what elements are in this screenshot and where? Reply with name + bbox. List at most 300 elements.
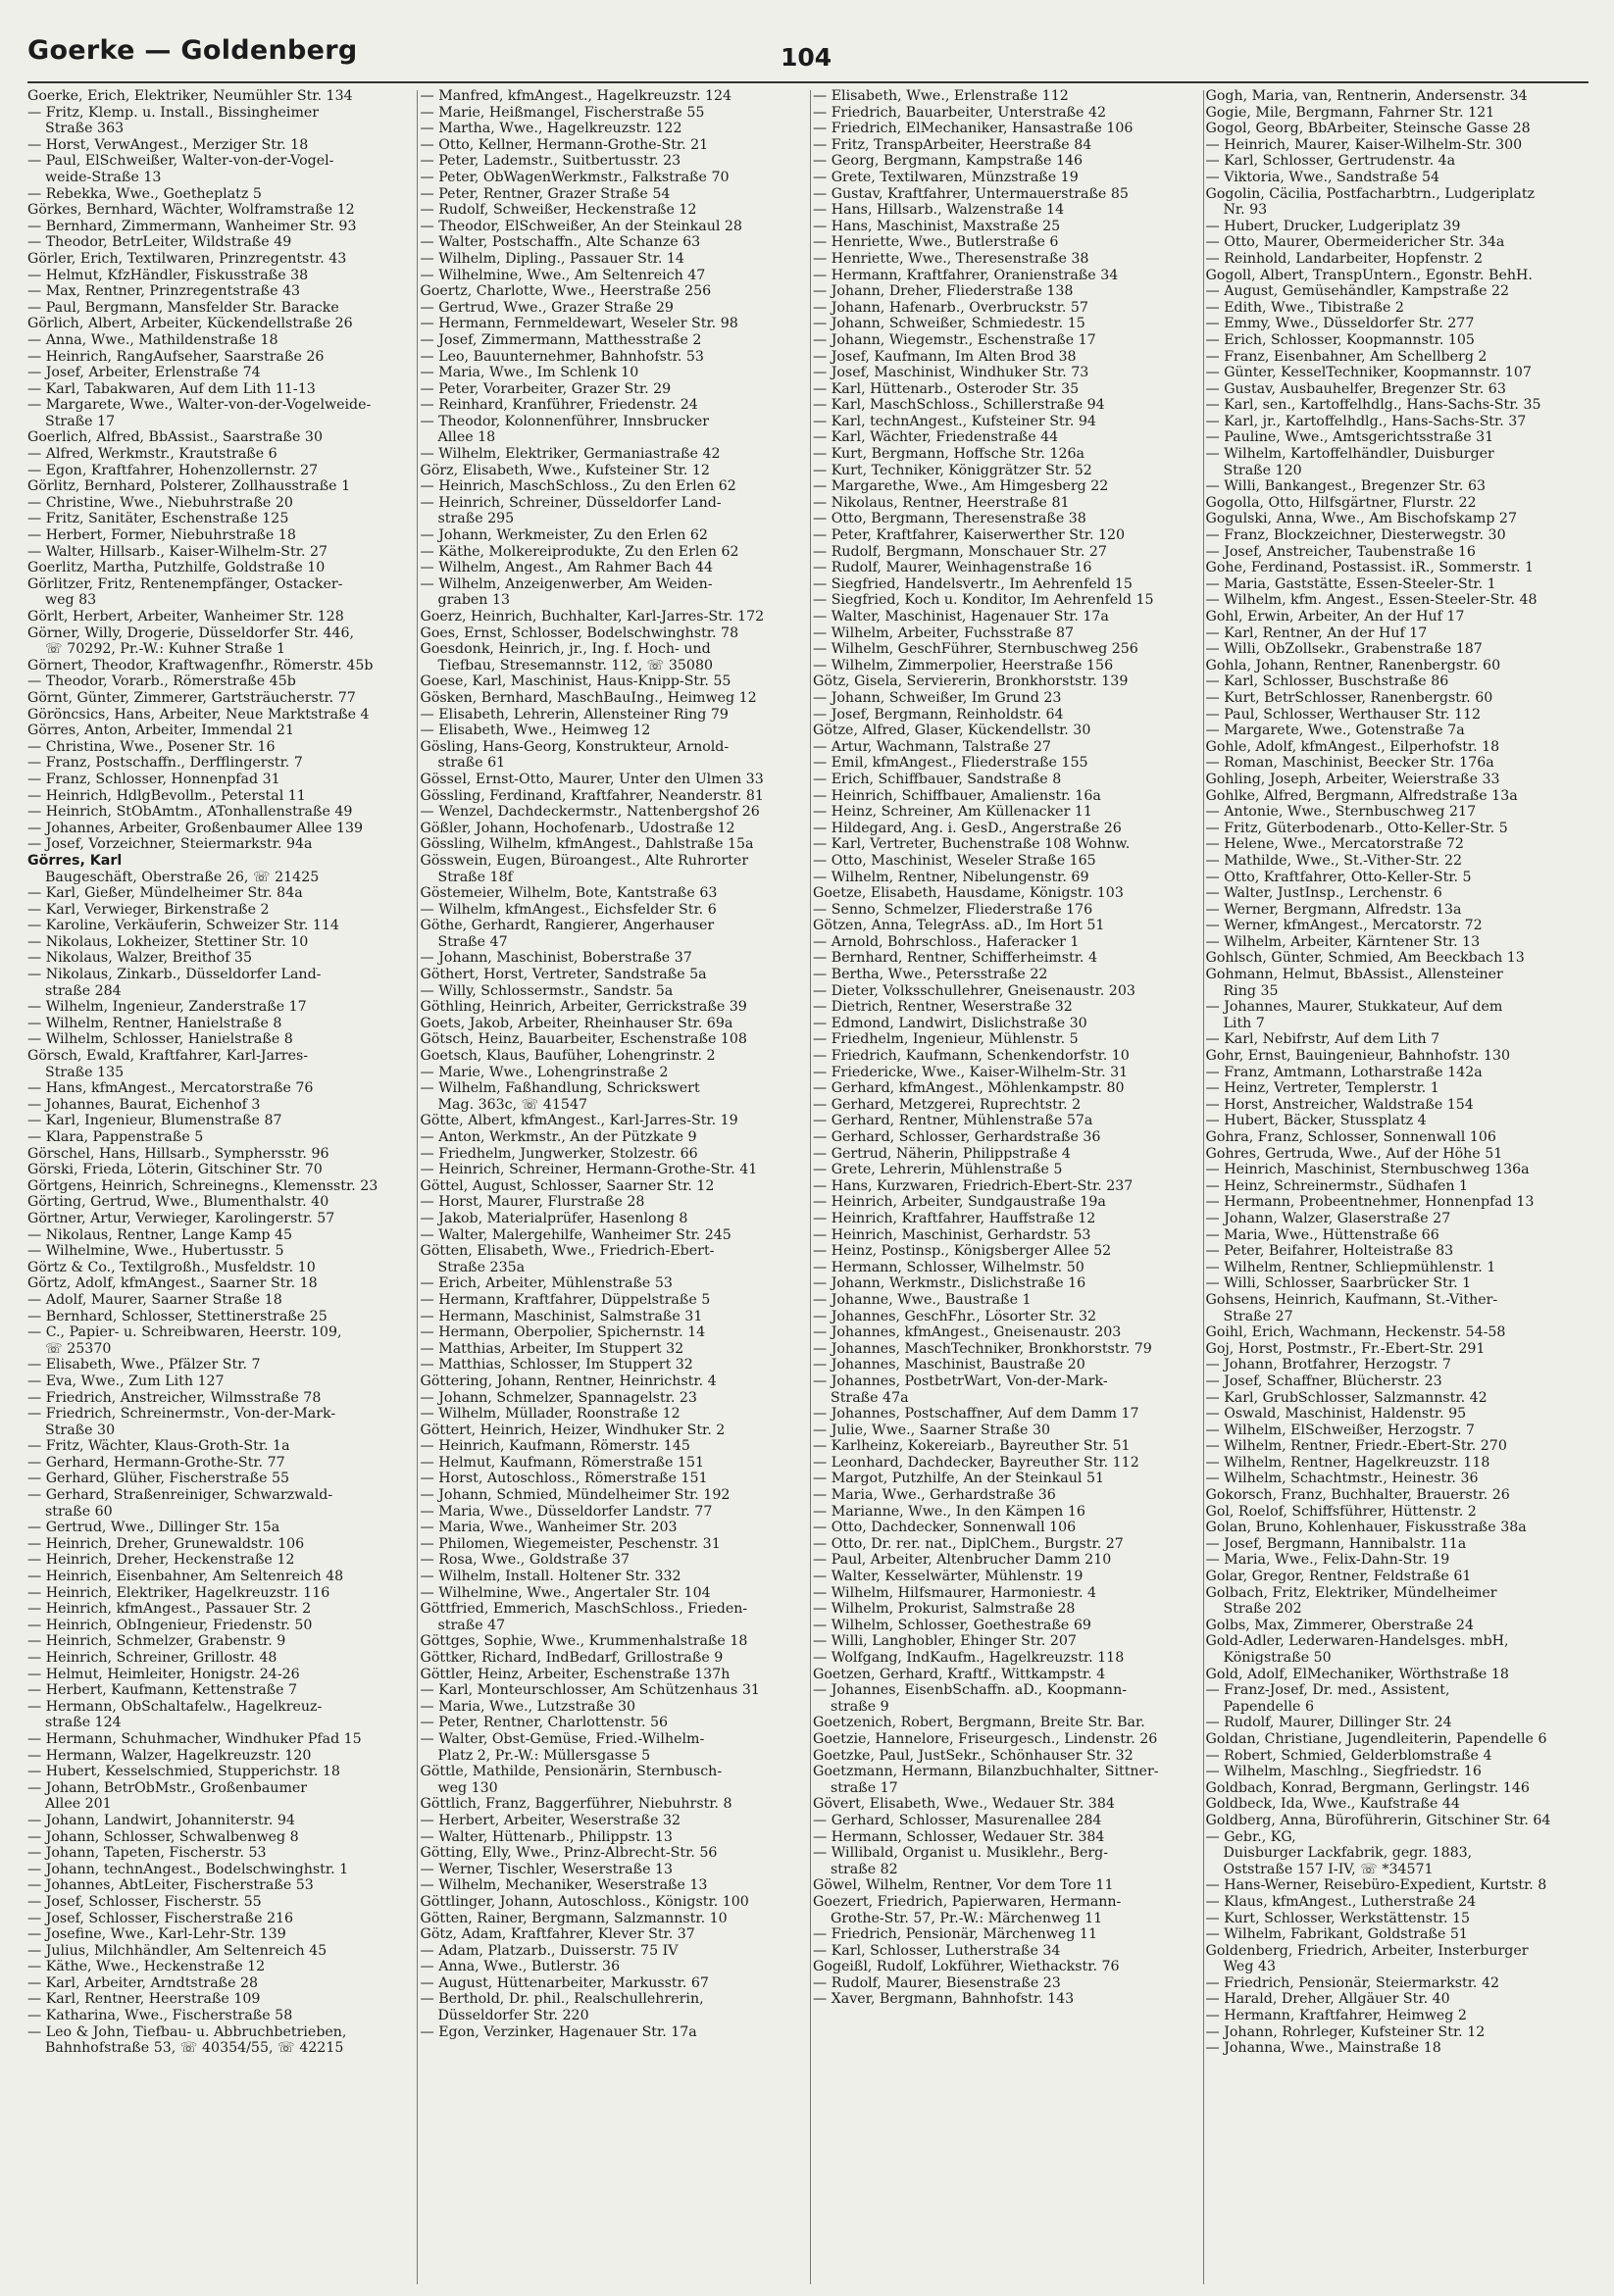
directory-entry-line: — Erich, Schiffbauer, Sandstraße 8 bbox=[813, 771, 1062, 787]
directory-entry-line: — Josef, Schaffner, Blücherstr. 23 bbox=[1205, 1373, 1442, 1389]
directory-entry-line: — Klara, Pappenstraße 5 bbox=[27, 1129, 204, 1145]
directory-entry-line: Göttlich, Franz, Baggerführer, Niebuhrstr. 8 bbox=[420, 1796, 732, 1813]
directory-entry-line: — Hermann, Schlosser, Wilhelmstr. 50 bbox=[813, 1259, 1084, 1275]
directory-entry-line: — Peter, Vorarbeiter, Grazer Str. 29 bbox=[420, 380, 672, 397]
directory-entry-line: straße 60 bbox=[45, 1503, 113, 1520]
directory-entry-line: — Roman, Maschinist, Beecker Str. 176a bbox=[1205, 755, 1494, 772]
directory-entry-line: — Johannes, MaschTechniker, Bronkhorststr. 79 bbox=[813, 1340, 1152, 1357]
directory-entry-line: Goerz, Heinrich, Buchhalter, Karl-Jarres-Str. 172 bbox=[420, 609, 765, 624]
directory-entry-line: — Marie, Heißmangel, Fischerstraße 55 bbox=[420, 104, 705, 121]
directory-entry-line: — Siegfried, Koch u. Konditor, Im Aehrenfeld 15 bbox=[813, 592, 1154, 609]
directory-entry-line: Goese, Karl, Maschinist, Haus-Knipp-Str. 55 bbox=[420, 674, 731, 690]
directory-entry-line: — Peter, ObWagenWerkmstr., Falkstraße 70 bbox=[420, 169, 730, 185]
directory-entry-line: — Wilhelm, Mechaniker, Weserstraße 13 bbox=[420, 1877, 708, 1894]
directory-entry-line: — Otto, Kraftfahrer, Otto-Keller-Str. 5 bbox=[1205, 869, 1472, 885]
directory-entry-line: Görtgens, Heinrich, Schreinegns., Klemensstr. 23 bbox=[27, 1177, 378, 1194]
directory-entry-line: Gößler, Johann, Hochofenarb., Udostraße 12 bbox=[420, 820, 735, 836]
column-divider bbox=[417, 90, 418, 2284]
directory-entry-line: — Johanne, Wwe., Baustraße 1 bbox=[813, 1291, 1032, 1308]
directory-entry-line: — Leonhard, Dachdecker, Bayreuther Str. 112 bbox=[813, 1454, 1139, 1471]
directory-entry-line: — Gerhard, Rentner, Mühlenstraße 57a bbox=[813, 1113, 1093, 1129]
directory-entry-line: — Karl, Monteurschlosser, Am Schützenhaus 31 bbox=[420, 1682, 760, 1699]
directory-entry-line: — Hans, Maschinist, Maxstraße 25 bbox=[813, 218, 1061, 234]
directory-entry-line: — Margarete, Wwe., Walter-von-der-Vogelweide- bbox=[27, 397, 372, 414]
directory-entry-line: Görlitzer, Fritz, Rentenempfänger, Ostacker- bbox=[27, 575, 343, 592]
directory-entry-line: — Hubert, Bäcker, Stussplatz 4 bbox=[1205, 1113, 1427, 1129]
directory-entry-line: Göttler, Heinz, Arbeiter, Eschenstraße 137h bbox=[420, 1666, 731, 1682]
directory-entry-line: Götsch, Heinz, Bauarbeiter, Eschenstraße 108 bbox=[420, 1031, 747, 1048]
directory-entry-line: Grothe-Str. 57, Pr.-W.: Märchenweg 11 bbox=[831, 1910, 1103, 1926]
directory-entry-line: — Maria, Gaststätte, Essen-Steeler-Str. 1 bbox=[1205, 575, 1496, 592]
directory-entry-line: Götze, Alfred, Glaser, Kückendellstr. 30 bbox=[813, 723, 1091, 739]
directory-entry-line: — Theodor, Kolonnenführer, Innsbrucker bbox=[420, 413, 710, 429]
directory-entry-line: — Maria, Wwe., Gerhardstraße 36 bbox=[813, 1487, 1056, 1504]
directory-entry-line: — Kurt, BetrSchlosser, Ranenbergstr. 60 bbox=[1205, 689, 1493, 706]
directory-entry-line: Goetzke, Paul, JustSekr., Schönhauser Str. 32 bbox=[813, 1747, 1134, 1764]
column-2 bbox=[421, 88, 804, 2284]
directory-entry-line: — Harald, Dreher, Allgäuer Str. 40 bbox=[1205, 1991, 1450, 2008]
directory-entry-line: — Margot, Putzhilfe, An der Steinkaul 51 bbox=[813, 1471, 1104, 1487]
directory-entry-line: — Arnold, Bohrschloss., Haferacker 1 bbox=[813, 933, 1080, 950]
directory-entry-line: — Johannes, Arbeiter, Großenbaumer Allee 139 bbox=[27, 820, 364, 836]
directory-entry-line: — Peter, Kraftfahrer, Kaiserwerther Str. 120 bbox=[813, 527, 1126, 544]
directory-entry-line: — Heinrich, HdlgBevollm., Peterstal 11 bbox=[27, 787, 306, 804]
directory-entry-line: — Peter, Rentner, Charlottenstr. 56 bbox=[420, 1715, 669, 1731]
directory-entry-line: Goj, Horst, Postmstr., Fr.-Ebert-Str. 291 bbox=[1205, 1340, 1486, 1357]
directory-entry-line: — Josefine, Wwe., Karl-Lehr-Str. 139 bbox=[27, 1926, 286, 1943]
directory-entry-line: — Paul, Arbeiter, Altenbrucher Damm 210 bbox=[813, 1552, 1112, 1569]
directory-entry-line: straße 9 bbox=[831, 1698, 889, 1715]
directory-entry-line: — Wilhelm, Arbeiter, Fuchsstraße 87 bbox=[813, 624, 1075, 641]
directory-entry-line: — Johannes, Postschaffner, Auf dem Damm 17 bbox=[813, 1406, 1139, 1423]
directory-entry-line: — Josef, Schlosser, Fischerstraße 216 bbox=[27, 1910, 294, 1926]
directory-entry-line: — Wilhelmine, Wwe., Hubertusstr. 5 bbox=[27, 1243, 284, 1260]
directory-entry-line: Götte, Albert, kfmAngest., Karl-Jarres-Str. 19 bbox=[420, 1113, 738, 1129]
directory-entry-line: — Wilhelm, Zimmerpolier, Heerstraße 156 bbox=[813, 657, 1114, 674]
directory-entry-line: Goerlitz, Martha, Putzhilfe, Goldstraße 10 bbox=[27, 560, 326, 576]
directory-entry-line: — Heinrich, Maschinist, Gerhardstr. 53 bbox=[813, 1226, 1091, 1243]
directory-entry-line: Gössling, Ferdinand, Kraftfahrer, Neanderstr. 81 bbox=[420, 787, 764, 804]
directory-entry-line: — Leo & John, Tiefbau- u. Abbruchbetrieben, bbox=[27, 2023, 347, 2040]
directory-entry-line: Görschel, Hans, Hillsarb., Symphersstr. 96 bbox=[27, 1145, 329, 1162]
directory-entry-line: — Karl, sen., Kartoffelhdlg., Hans-Sachs-Str. 35 bbox=[1205, 397, 1541, 414]
directory-entry-line: — Rudolf, Schweißer, Heckenstraße 12 bbox=[420, 202, 697, 219]
directory-entry-line: — August, Gemüsehändler, Kampstraße 22 bbox=[1205, 283, 1510, 300]
directory-entry-line: — Willi, Langhobler, Ehinger Str. 207 bbox=[813, 1633, 1077, 1650]
directory-entry-line: — Wilhelm, Schachtmstr., Heinestr. 36 bbox=[1205, 1471, 1479, 1487]
directory-entry-line: Nr. 93 bbox=[1223, 202, 1268, 219]
directory-entry-line: Gold, Adolf, ElMechaniker, Wörthstraße 18 bbox=[1205, 1666, 1509, 1682]
directory-entry-line: — Heinrich, Eisenbahner, Am Seltenreich 48 bbox=[27, 1569, 344, 1585]
directory-entry-line: — Hans, Kurzwaren, Friedrich-Ebert-Str. 237 bbox=[813, 1177, 1134, 1194]
directory-entry-line: — Hermann, Kraftfahrer, Heimweg 2 bbox=[1205, 2008, 1467, 2024]
directory-entry-line: — Hubert, Drucker, Ludgeriplatz 39 bbox=[1205, 218, 1461, 234]
directory-entry-line: Goesdonk, Heinrich, jr., Ing. f. Hoch- und bbox=[420, 641, 711, 658]
directory-entry-line: — Adolf, Maurer, Saarner Straße 18 bbox=[27, 1291, 282, 1308]
directory-entry-line: — Wilhelm, GeschFührer, Sternbuschweg 256 bbox=[813, 641, 1138, 658]
directory-entry-line: straße 284 bbox=[45, 982, 122, 999]
directory-entry-line: — Heinrich, Schreiner, Grillostr. 48 bbox=[27, 1650, 277, 1666]
directory-entry-line: — Karl, Vertreter, Buchenstraße 108 Wohnw. bbox=[813, 836, 1131, 853]
directory-entry-line: — Wilhelm, Maschlng., Siegfriedstr. 16 bbox=[1205, 1764, 1482, 1780]
page-header bbox=[27, 35, 1589, 75]
directory-entry-line: — Otto, Maurer, Obermeidericher Str. 34a bbox=[1205, 234, 1505, 251]
directory-entry-line: — Hermann, Walzer, Hagelkreuzstr. 120 bbox=[27, 1747, 312, 1764]
directory-entry-line: — Karl, Schlosser, Lutherstraße 34 bbox=[813, 1942, 1061, 1959]
directory-entry-line: — Hermann, Fernmeldewart, Weseler Str. 98 bbox=[420, 316, 738, 332]
directory-entry-line: — Theodor, Vorarb., Römerstraße 45b bbox=[27, 674, 296, 690]
directory-entry-line: — Rudolf, Bergmann, Monschauer Str. 27 bbox=[813, 543, 1107, 560]
directory-entry-line: — Edmond, Landwirt, Dislichstraße 30 bbox=[813, 1015, 1087, 1031]
directory-entry-line: Papendelle 6 bbox=[1223, 1698, 1314, 1715]
directory-entry-line: — Johannes, EisenbSchaffn. aD., Koopmann- bbox=[813, 1682, 1128, 1699]
directory-entry-line: — Wilhelm, Rentner, Schliepmühlenstr. 1 bbox=[1205, 1259, 1496, 1275]
directory-entry-line: — Wilhelmine, Wwe., Angertaler Str. 104 bbox=[420, 1584, 711, 1601]
directory-entry-line: — Werner, Bergmann, Alfredstr. 13a bbox=[1205, 901, 1462, 918]
directory-entry-line: — Julius, Milchhändler, Am Seltenreich 45 bbox=[27, 1942, 328, 1959]
directory-entry-line: Bahnhofstraße 53, ☏ 40354/55, ☏ 42215 bbox=[45, 2040, 344, 2057]
directory-entry-line: — Johann, Schweißer, Im Grund 23 bbox=[813, 689, 1062, 706]
directory-entry-line: — Otto, Bergmann, Theresenstraße 38 bbox=[813, 511, 1086, 527]
directory-entry-line: Goezert, Friedrich, Papierwaren, Hermann- bbox=[813, 1893, 1122, 1910]
directory-entry-line: — Friedrich, Bauarbeiter, Unterstraße 42 bbox=[813, 104, 1107, 121]
directory-entry-line: — Hermann, Probeentnehmer, Honnenpfad 13 bbox=[1205, 1194, 1535, 1211]
directory-entry-line: Gössling, Wilhelm, kfmAngest., Dahlstraße 15a bbox=[420, 836, 754, 853]
directory-entry-line: — Johannes, Baurat, Eichenhof 3 bbox=[27, 1096, 261, 1113]
directory-entry-line: — Bertha, Wwe., Petersstraße 22 bbox=[813, 967, 1048, 983]
directory-entry-line: — Fritz, TranspArbeiter, Heerstraße 84 bbox=[813, 136, 1092, 153]
directory-entry-line: — Horst, Anstreicher, Waldstraße 154 bbox=[1205, 1096, 1474, 1113]
directory-entry-line: — Siegfried, Handelsvertr., Im Aehrenfeld 15 bbox=[813, 575, 1133, 592]
directory-entry-line: Königstraße 50 bbox=[1223, 1650, 1332, 1666]
directory-entry-line: Göttle, Mathilde, Pensionärin, Sternbusch- bbox=[420, 1764, 723, 1780]
directory-entry-line: — Gerhard, Schlosser, Masurenallee 284 bbox=[813, 1812, 1102, 1828]
directory-entry-line: — Wilhelm, Rentner, Hanielstraße 8 bbox=[27, 1015, 282, 1031]
directory-entry-line: — Johann, Brotfahrer, Herzogstr. 7 bbox=[1205, 1357, 1451, 1373]
directory-entry-line: — Johann, Wiegemstr., Eschenstraße 17 bbox=[813, 331, 1096, 348]
directory-entry-line: — Wenzel, Dachdeckermstr., Nattenbergshof 26 bbox=[420, 804, 760, 821]
directory-entry-line: — Gebr., KG, bbox=[1205, 1828, 1296, 1845]
directory-entry-line: — Elisabeth, Lehrerin, Allensteiner Ring 79 bbox=[420, 706, 729, 723]
directory-entry-line: — Karl, Ingenieur, Blumenstraße 87 bbox=[27, 1113, 282, 1129]
directory-entry-line: — Margarete, Wwe., Gotenstraße 7a bbox=[1205, 723, 1465, 739]
directory-entry-line: — Pauline, Wwe., Amtsgerichtsstraße 31 bbox=[1205, 429, 1494, 446]
directory-entry-line: — Johannes, Maschinist, Baustraße 20 bbox=[813, 1357, 1085, 1373]
directory-entry-line: — Nikolaus, Walzer, Breithof 35 bbox=[27, 950, 253, 967]
directory-entry-line: — Werner, kfmAngest., Mercatorstr. 72 bbox=[1205, 918, 1483, 934]
directory-entry-line: Gohling, Joseph, Arbeiter, Weierstraße 33 bbox=[1205, 771, 1500, 787]
column-divider bbox=[1203, 90, 1204, 2284]
directory-entry-line: Gohres, Gertruda, Wwe., Auf der Höhe 51 bbox=[1205, 1145, 1503, 1162]
directory-entry-line: Straße 27 bbox=[1223, 1308, 1293, 1324]
directory-entry-line: — Gerhard, Glüher, Fischerstraße 55 bbox=[27, 1471, 290, 1487]
directory-entry-line: — Wilhelm, kfmAngest., Eichsfelder Str. 6 bbox=[420, 901, 717, 918]
directory-entry-line: — Rudolf, Maurer, Biesenstraße 23 bbox=[813, 1974, 1061, 1991]
directory-entry-line: — Otto, Kellner, Hermann-Grothe-Str. 21 bbox=[420, 136, 709, 153]
directory-entry-line: — Herbert, Kaufmann, Kettenstraße 7 bbox=[27, 1682, 298, 1699]
directory-entry-line: — Josef, Kaufmann, Im Alten Brod 38 bbox=[813, 348, 1077, 365]
directory-entry-line: Görler, Erich, Textilwaren, Prinzregentstr. 43 bbox=[27, 250, 347, 267]
directory-entry-line: — Karl, GrubSchlosser, Salzmannstr. 42 bbox=[1205, 1389, 1488, 1406]
directory-entry-line: — Karl, technAngest., Kufsteiner Str. 94 bbox=[813, 413, 1096, 429]
directory-entry-line: Goetsch, Klaus, Baufüher, Lohengrinstr. 2 bbox=[420, 1048, 716, 1065]
directory-entry-line: Allee 18 bbox=[437, 429, 496, 446]
directory-entry-line: — Franz, Postschaffn., Derfflingerstr. 7 bbox=[27, 755, 303, 772]
directory-entry-line: — Gerhard, kfmAngest., Möhlenkampstr. 80 bbox=[813, 1080, 1125, 1097]
directory-entry-line: — Friedrich, Schreinermstr., Von-der-Mark- bbox=[27, 1406, 336, 1423]
directory-entry-line: Allee 201 bbox=[45, 1796, 112, 1813]
directory-entry-line: — Anna, Wwe., Mathildenstraße 18 bbox=[27, 331, 278, 348]
directory-entry-line: — Josef, Bergmann, Hannibalstr. 11a bbox=[1205, 1535, 1467, 1552]
directory-entry-line: — Johanna, Wwe., Mainstraße 18 bbox=[1205, 2040, 1441, 2057]
directory-entry-line: — Hermann, Maschinist, Salmstraße 31 bbox=[420, 1308, 703, 1324]
directory-entry-line: — Karl, Tabakwaren, Auf dem Lith 11-13 bbox=[27, 380, 316, 397]
directory-entry-line: Götzen, Anna, TelegrAss. aD., Im Hort 51 bbox=[813, 918, 1105, 934]
directory-entry-line: — Reinhard, Kranführer, Friedenstr. 24 bbox=[420, 397, 698, 414]
directory-entry-line: — Wilhelm, Fabrikant, Goldstraße 51 bbox=[1205, 1926, 1468, 1943]
directory-entry-line: — Otto, Dr. rer. nat., DiplChem., Burgstr. 27 bbox=[813, 1535, 1124, 1552]
directory-entry-line: — Henriette, Wwe., Theresenstraße 38 bbox=[813, 250, 1089, 267]
directory-entry-line: — Friedrich, Pensionär, Steiermarkstr. 42 bbox=[1205, 1974, 1499, 1991]
directory-entry-line: Goldbeck, Ida, Wwe., Kaufstraße 44 bbox=[1205, 1796, 1460, 1813]
directory-entry-line: weide-Straße 13 bbox=[45, 169, 162, 185]
directory-entry-line: — Gustav, Kraftfahrer, Untermauerstraße 85 bbox=[813, 185, 1129, 202]
directory-entry-line: — Matthias, Arbeiter, Im Stuppert 32 bbox=[420, 1340, 684, 1357]
directory-entry-line: — Viktoria, Wwe., Sandstraße 54 bbox=[1205, 169, 1440, 185]
directory-entry-line: straße 82 bbox=[831, 1861, 898, 1877]
directory-entry-line: — Marie, Wwe., Lohengrinstraße 2 bbox=[420, 1064, 669, 1080]
directory-entry-line: — Leo, Bauunternehmer, Bahnhofstr. 53 bbox=[420, 348, 704, 365]
directory-entry-line: Gohmann, Helmut, BbAssist., Allensteiner bbox=[1205, 967, 1503, 983]
directory-entry-line: Gold-Adler, Lederwaren-Handelsges. mbH, bbox=[1205, 1633, 1509, 1650]
directory-entry-line: — Karl, Schlosser, Buschstraße 86 bbox=[1205, 674, 1449, 690]
directory-entry-line: Gössel, Ernst-Otto, Maurer, Unter den Ulmen 33 bbox=[420, 771, 764, 787]
directory-entry-line: Tiefbau, Stresemannstr. 112, ☏ 35080 bbox=[437, 657, 714, 674]
directory-entry-line: — Klaus, kfmAngest., Lutherstraße 24 bbox=[1205, 1893, 1477, 1910]
directory-entry-line: Gogie, Mile, Bergmann, Fahrner Str. 121 bbox=[1205, 104, 1495, 121]
directory-entry-line: Lith 7 bbox=[1223, 1015, 1265, 1031]
directory-entry-line: Gohla, Johann, Rentner, Ranenbergstr. 60 bbox=[1205, 657, 1501, 674]
directory-entry-line: — Manfred, kfmAngest., Hagelkreuzstr. 124 bbox=[420, 88, 732, 104]
directory-entry-line: straße 295 bbox=[437, 511, 515, 527]
directory-entry-line: Göttert, Heinrich, Heizer, Windhuker Str. 2 bbox=[420, 1422, 726, 1438]
directory-entry-line: — Kurt, Bergmann, Hoffsche Str. 126a bbox=[813, 446, 1084, 463]
directory-entry-line: — Josef, Bergmann, Reinholdstr. 64 bbox=[813, 706, 1064, 723]
directory-entry-line: — Paul, ElSchweißer, Walter-von-der-Vogel- bbox=[27, 153, 334, 170]
directory-entry-line: Gösling, Hans-Georg, Konstrukteur, Arnold- bbox=[420, 738, 730, 755]
directory-entry-line: — Hermann, Schlosser, Wedauer Str. 384 bbox=[813, 1828, 1105, 1845]
directory-entry-line: — Bernhard, Rentner, Schifferheimstr. 4 bbox=[813, 950, 1097, 967]
directory-entry-line: — Anton, Werkmstr., An der Pützkate 9 bbox=[420, 1129, 697, 1145]
directory-entry-line: — Christine, Wwe., Niebuhrstraße 20 bbox=[27, 494, 293, 511]
directory-entry-line: Göthert, Horst, Vertreter, Sandstraße 5a bbox=[420, 967, 707, 983]
directory-entry-line: — Josef, Vorzeichner, Steiermarkstr. 94a bbox=[27, 836, 313, 853]
directory-entry-line: — Heinrich, ObIngenieur, Friedenstr. 50 bbox=[27, 1617, 313, 1633]
directory-entry-line: — Wilhelm, ElSchweißer, Herzogstr. 7 bbox=[1205, 1422, 1475, 1438]
directory-entry-line: — Karl, Schlosser, Gertrudenstr. 4a bbox=[1205, 153, 1456, 170]
directory-entry-line: Gogh, Maria, van, Rentnerin, Andersenstr. 34 bbox=[1205, 88, 1528, 104]
directory-entry-line: — Josef, Arbeiter, Erlenstraße 74 bbox=[27, 365, 261, 381]
directory-entry-line: — Heinz, Postinsp., Königsberger Allee 52 bbox=[813, 1243, 1112, 1260]
directory-entry-line: Gohsens, Heinrich, Kaufmann, St.-Vither- bbox=[1205, 1291, 1498, 1308]
directory-entry-line: Goets, Jakob, Arbeiter, Rheinhauser Str. 69a bbox=[420, 1015, 733, 1031]
directory-entry-line: — Elisabeth, Wwe., Pfälzer Str. 7 bbox=[27, 1357, 261, 1373]
directory-entry-line: — Johann, Landwirt, Johanniterstr. 94 bbox=[27, 1812, 295, 1828]
directory-entry-line: — Helene, Wwe., Mercatorstraße 72 bbox=[1205, 836, 1464, 853]
directory-entry-line: Gösswein, Eugen, Büroangest., Alte Ruhrorter bbox=[420, 852, 749, 869]
directory-entry-line: — Wilhelm, Arbeiter, Kärntener Str. 13 bbox=[1205, 933, 1481, 950]
directory-entry-line: — Herbert, Former, Niebuhrstraße 18 bbox=[27, 527, 296, 544]
directory-entry-line: — Wilhelm, Schlosser, Goethestraße 69 bbox=[813, 1617, 1091, 1633]
directory-entry-line: Görnt, Günter, Zimmerer, Gartsträucherstr. 77 bbox=[27, 689, 356, 706]
directory-entry-line: — Wilhelm, Schlosser, Hanielstraße 8 bbox=[27, 1031, 293, 1048]
directory-entry-line: — Alfred, Werkmstr., Krautstraße 6 bbox=[27, 446, 277, 463]
directory-entry-line: — Fritz, Klemp. u. Install., Bissingheimer bbox=[27, 104, 320, 121]
directory-entry-line: — Theodor, BetrLeiter, Wildstraße 49 bbox=[27, 234, 292, 251]
directory-entry-line: Goetzenich, Robert, Bergmann, Breite Str. Bar. bbox=[813, 1715, 1145, 1731]
directory-entry-line: — Helmut, KfzHändler, Fiskusstraße 38 bbox=[27, 267, 309, 283]
directory-entry-line: Göthling, Heinrich, Arbeiter, Gerrickstraße 39 bbox=[420, 999, 747, 1016]
directory-entry-line: straße 47 bbox=[437, 1617, 506, 1633]
directory-entry-line: — Hans-Werner, Reisebüro-Expedient, Kurtstr. 8 bbox=[1205, 1877, 1547, 1894]
directory-entry-line: — Jakob, Materialprüfer, Hasenlong 8 bbox=[420, 1210, 688, 1226]
directory-entry-line: — Johann, Walzer, Glaserstraße 27 bbox=[1205, 1210, 1451, 1226]
directory-entry-line: Ring 35 bbox=[1223, 982, 1279, 999]
directory-entry-line: weg 130 bbox=[437, 1779, 498, 1796]
directory-entry-line: — Willi, ObZollsekr., Grabenstraße 187 bbox=[1205, 641, 1483, 658]
directory-entry-line: — Hermann, ObSchaltafelw., Hagelkreuz- bbox=[27, 1698, 323, 1715]
directory-entry-line: Goihl, Erich, Wachmann, Heckenstr. 54-58 bbox=[1205, 1324, 1506, 1341]
directory-entry-line: Straße 18f bbox=[437, 869, 513, 885]
directory-entry-line: — Heinrich, Dreher, Grunewaldstr. 106 bbox=[27, 1535, 305, 1552]
directory-entry-line: — Heinrich, Schmelzer, Grabenstr. 9 bbox=[27, 1633, 286, 1650]
directory-entry-line: — Hermann, Kraftfahrer, Oranienstraße 34 bbox=[813, 267, 1119, 283]
directory-entry-line: — Gertrud, Näherin, Philippstraße 4 bbox=[813, 1145, 1071, 1162]
directory-entry-line: — Wilhelm, Prokurist, Salmstraße 28 bbox=[813, 1601, 1076, 1618]
directory-entry-line: — Karl, Gießer, Mündelheimer Str. 84a bbox=[27, 885, 303, 902]
directory-entry-line: — Elisabeth, Wwe., Erlenstraße 112 bbox=[813, 88, 1069, 104]
directory-entry-line: Görlt, Herbert, Arbeiter, Wanheimer Str. 128 bbox=[27, 609, 344, 624]
directory-entry-line: Görres, Karl bbox=[27, 852, 123, 869]
directory-entry-line: Düsseldorfer Str. 220 bbox=[437, 2008, 589, 2024]
directory-entry-line: Götting, Elly, Wwe., Prinz-Albrecht-Str. 56 bbox=[420, 1845, 718, 1862]
directory-entry-line: — Maria, Wwe., Hüttenstraße 66 bbox=[1205, 1226, 1439, 1243]
directory-entry-line: Straße 47 bbox=[437, 933, 508, 950]
directory-entry-line: — Maria, Wwe., Düsseldorfer Landstr. 77 bbox=[420, 1503, 713, 1520]
directory-entry-line: — Käthe, Molkereiprodukte, Zu den Erlen 62 bbox=[420, 543, 739, 560]
directory-entry-line: — Johann, Dreher, Fliederstraße 138 bbox=[813, 283, 1074, 300]
directory-entry-line: — Fritz, Güterbodenarb., Otto-Keller-Str. 5 bbox=[1205, 820, 1508, 836]
directory-entry-line: — Hans, Hillsarb., Walzenstraße 14 bbox=[813, 202, 1065, 219]
header-range-title: Goerke — Goldenberg bbox=[27, 35, 358, 66]
directory-entry-line: Goldbach, Konrad, Bergmann, Gerlingstr. 146 bbox=[1205, 1779, 1530, 1796]
directory-entry-line: — Grete, Lehrerin, Mühlenstraße 5 bbox=[813, 1162, 1063, 1178]
directory-entry-line: Göttker, Richard, IndBedarf, Grillostraße 9 bbox=[420, 1650, 724, 1666]
directory-entry-line: — Oswald, Maschinist, Haldenstr. 95 bbox=[1205, 1406, 1467, 1423]
directory-entry-line: Platz 2, Pr.-W.: Müllersgasse 5 bbox=[437, 1747, 651, 1764]
directory-entry-line: — Anna, Wwe., Butlerstr. 36 bbox=[420, 1959, 621, 1975]
directory-entry-line: — Franz, Eisenbahner, Am Schellberg 2 bbox=[1205, 348, 1488, 365]
directory-entry-line: — Wilhelm, Elektriker, Germaniastraße 42 bbox=[420, 446, 721, 463]
directory-entry-line: — Gerhard, Schlosser, Gerhardstraße 36 bbox=[813, 1129, 1101, 1145]
directory-entry-line: — Senno, Schmelzer, Fliederstraße 176 bbox=[813, 901, 1093, 918]
directory-entry-line: — Adam, Platzarb., Duisserstr. 75 IV bbox=[420, 1942, 679, 1959]
directory-entry-line: Görres, Anton, Arbeiter, Immendal 21 bbox=[27, 723, 294, 739]
directory-entry-line: — Friedrich, Kaufmann, Schenkendorfstr. 10 bbox=[813, 1048, 1130, 1065]
directory-entry-line: — Josef, Maschinist, Windhuker Str. 73 bbox=[813, 365, 1089, 381]
column-divider bbox=[810, 90, 811, 2284]
directory-entry-line: Goetzmann, Hermann, Bilanzbuchhalter, Sittner- bbox=[813, 1764, 1159, 1780]
directory-entry-line: — Peter, Beifahrer, Holteistraße 83 bbox=[1205, 1243, 1454, 1260]
directory-entry-line: — Friedrich, ElMechaniker, Hansastraße 106 bbox=[813, 121, 1134, 137]
directory-entry-line: — Antonie, Wwe., Sternbuschweg 217 bbox=[1205, 804, 1477, 821]
directory-entry-line: Goes, Ernst, Schlosser, Bodelschwinghstr. 78 bbox=[420, 624, 739, 641]
directory-entry-line: Gol, Roelof, Schiffsführer, Hüttenstr. 2 bbox=[1205, 1503, 1477, 1520]
directory-entry-line: — Friedhelm, Ingenieur, Mühlenstr. 5 bbox=[813, 1031, 1079, 1048]
directory-entry-line: Gohlke, Alfred, Bergmann, Alfredstraße 13a bbox=[1205, 787, 1518, 804]
directory-entry-line: — Bernhard, Zimmermann, Wanheimer Str. 93 bbox=[27, 218, 357, 234]
directory-entry-line: — Walter, JustInsp., Lerchenstr. 6 bbox=[1205, 885, 1442, 902]
directory-entry-line: Gogolla, Otto, Hilfsgärtner, Flurstr. 22 bbox=[1205, 494, 1477, 511]
directory-entry-line: Göttering, Johann, Rentner, Heinrichstr. 4 bbox=[420, 1373, 717, 1389]
directory-entry-line: Göthe, Gerhardt, Rangierer, Angerhauser bbox=[420, 918, 715, 934]
directory-entry-line: — Herbert, Arbeiter, Weserstraße 32 bbox=[420, 1812, 681, 1828]
directory-entry-line: Goerke, Erich, Elektriker, Neumühler Str. 134 bbox=[27, 88, 353, 104]
directory-entry-line: Golbach, Fritz, Elektriker, Mündelheimer bbox=[1205, 1584, 1497, 1601]
directory-entry-line: Golbs, Max, Zimmerer, Oberstraße 24 bbox=[1205, 1617, 1474, 1633]
directory-entry-line: — Heinrich, Schreiner, Hermann-Grothe-Str. 41 bbox=[420, 1162, 758, 1178]
directory-entry-line: Göstemeier, Wilhelm, Bote, Kantstraße 63 bbox=[420, 885, 718, 902]
directory-entry-line: — Nikolaus, Zinkarb., Düsseldorfer Land- bbox=[27, 967, 322, 983]
directory-entry-line: — Rudolf, Maurer, Dillinger Str. 24 bbox=[1205, 1715, 1452, 1731]
directory-entry-line: Göttlinger, Johann, Autoschloss., Königstr. 100 bbox=[420, 1893, 749, 1910]
directory-entry-line: — Wolfgang, IndKaufm., Hagelkreuzstr. 118 bbox=[813, 1650, 1125, 1666]
directory-entry-line: — Peter, Rentner, Grazer Straße 54 bbox=[420, 185, 671, 202]
directory-entry-line: — Paul, Schlosser, Werthauser Str. 112 bbox=[1205, 706, 1482, 723]
directory-entry-line: — Josef, Zimmermann, Matthesstraße 2 bbox=[420, 331, 702, 348]
directory-entry-line: Baugeschäft, Oberstraße 26, ☏ 21425 bbox=[45, 869, 320, 885]
directory-entry-line: Götten, Elisabeth, Wwe., Friedrich-Ebert- bbox=[420, 1243, 715, 1260]
directory-entry-line: Straße 135 bbox=[45, 1064, 125, 1080]
directory-entry-line: — Heinz, Vertreter, Templerstr. 1 bbox=[1205, 1080, 1439, 1097]
directory-entry-line: — Hermann, Schuhmacher, Windhuker Pfad 15 bbox=[27, 1730, 362, 1747]
directory-entry-line: — Johann, Werkmstr., Dislichstraße 16 bbox=[813, 1275, 1086, 1292]
directory-entry-line: — Julie, Wwe., Saarner Straße 30 bbox=[813, 1422, 1051, 1438]
directory-entry-line: Göröncsics, Hans, Arbeiter, Neue Marktstraße 4 bbox=[27, 706, 370, 723]
directory-entry-line: ☏ 70292, Pr.-W.: Kuhner Straße 1 bbox=[45, 641, 286, 658]
directory-entry-line: — Horst, VerwAngest., Merziger Str. 18 bbox=[27, 136, 309, 153]
directory-entry-line: — Heinrich, Maschinist, Sternbuschweg 136a bbox=[1205, 1162, 1530, 1178]
directory-entry-line: — Wilhelm, Rentner, Nibelungenstr. 69 bbox=[813, 869, 1089, 885]
directory-entry-line: — Xaver, Bergmann, Bahnhofstr. 143 bbox=[813, 1991, 1075, 2008]
directory-entry-line: Göttfried, Emmerich, MaschSchloss., Frieden- bbox=[420, 1601, 748, 1618]
directory-entry-line: — Fritz, Wächter, Klaus-Groth-Str. 1a bbox=[27, 1438, 290, 1455]
directory-entry-line: — Heinrich, kfmAngest., Passauer Str. 2 bbox=[27, 1601, 312, 1618]
directory-entry-line: — Hermann, Kraftfahrer, Düppelstraße 5 bbox=[420, 1291, 711, 1308]
directory-entry-line: Goetzen, Gerhard, Kraftf., Wittkampstr. 4 bbox=[813, 1666, 1106, 1682]
directory-entry-line: — Johannes, GeschFhr., Lösorter Str. 32 bbox=[813, 1308, 1096, 1324]
column-3 bbox=[813, 88, 1196, 2284]
directory-entry-line: Görnert, Theodor, Kraftwagenfhr., Römerstr. 45b bbox=[27, 657, 374, 674]
directory-entry-line: Golar, Gregor, Rentner, Feldstraße 61 bbox=[1205, 1569, 1472, 1585]
directory-entry-line: — Walter, Hillsarb., Kaiser-Wilhelm-Str. 27 bbox=[27, 543, 328, 560]
directory-entry-line: Götten, Rainer, Bergmann, Salzmannstr. 10 bbox=[420, 1910, 728, 1926]
directory-entry-line: — Walter, Malergehilfe, Wanheimer Str. 245 bbox=[420, 1226, 731, 1243]
directory-entry-line: Götz, Gisela, Serviererin, Bronkhorststr. 139 bbox=[813, 674, 1129, 690]
directory-entry-line: Gokorsch, Franz, Buchhalter, Brauerstr. 26 bbox=[1205, 1487, 1510, 1504]
directory-entry-line: — Heinrich, Schreiner, Düsseldorfer Land- bbox=[420, 494, 722, 511]
directory-entry-line: — Maria, Wwe., Lutzstraße 30 bbox=[420, 1698, 636, 1715]
